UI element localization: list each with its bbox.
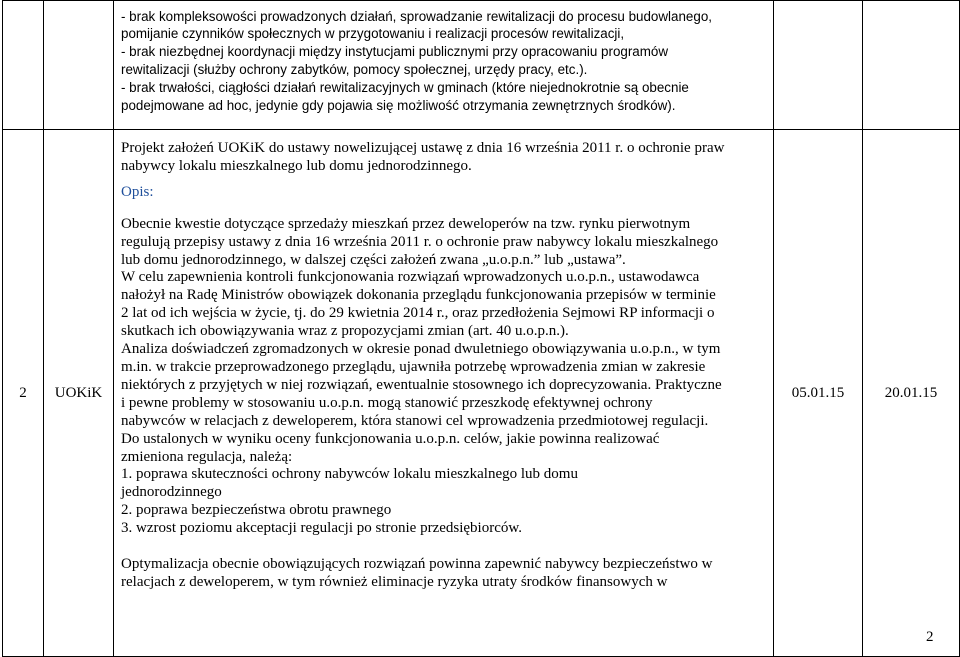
rewitalizacja-issues bbox=[114, 5, 773, 126]
text-line: pomijanie czynników społecznych w przygotowaniu i realizacji procesów rewitalizacji, bbox=[121, 26, 625, 42]
text-line: podejmowane ad hoc, jedynie gdy pojawia się możliwość otrzymania zewnętrznych środków). bbox=[121, 97, 676, 113]
cell-org bbox=[44, 1, 114, 130]
cell-content bbox=[114, 1, 774, 130]
text-line: 2. poprawa bezpieczeństwa obrotu prawnego bbox=[121, 502, 392, 519]
text-line: W celu zapewnienia kontroli funkcjonowania rozwiązań wprowadzonych u.o.p.n., ustawodawca bbox=[121, 269, 700, 286]
text-line: Obecnie kwestie dotyczące sprzedaży mieszkań przez deweloperów na tzw. rynku pierwotnym bbox=[121, 215, 691, 232]
cell-number bbox=[3, 1, 44, 130]
cell-content bbox=[114, 130, 774, 657]
text-line: i pewne problemy w stosowaniu u.o.p.n. mogą stanowić przeszkodę efektywnej ochrony bbox=[121, 394, 653, 411]
text-line: skutkach ich obowiązywania wraz z propozycjami zmian (art. 40 u.o.p.n.). bbox=[121, 323, 569, 340]
table-row bbox=[3, 1, 960, 130]
opis-label: Opis: bbox=[121, 183, 154, 200]
text-line: rewitalizacji (służby ochrony zabytków, pomocy społecznej, urzędy pracy, etc.). bbox=[121, 62, 588, 77]
text-line: nabywców w relacjach z deweloperem, która stanowi cel wprowadzenia przedmiotowej regulacji. bbox=[121, 412, 709, 429]
text-line: m.in. w trakcie przeprowadzonego przeglądu, ujawniła potrzebę wprowadzenia zmian w zakresie bbox=[121, 358, 706, 375]
text-line: - brak niezbędnej koordynacji między instytucjami publicznymi przy opracowaniu programów bbox=[121, 44, 669, 60]
page-number: 2 bbox=[926, 629, 934, 645]
table-row bbox=[3, 130, 960, 657]
text-line: nałożył na Radę Ministrów obowiązek dokonania przeglądu funkcjonowania przepisów w terminie bbox=[121, 287, 716, 304]
text-line: 3. wzrost poziomu akceptacji regulacji po stronie przedsiębiorców. bbox=[121, 520, 522, 537]
text-line: Optymalizacja obecnie obowiązujących rozwiązań powinna zapewnić nabywcy bezpieczeństwo w bbox=[121, 556, 713, 573]
cell-date-2 bbox=[863, 1, 960, 130]
text-line: Do ustalonych w wyniku oceny funkcjonowania u.o.p.n. celów, jakie powinna realizować bbox=[121, 430, 660, 447]
consultation-table bbox=[2, 0, 960, 657]
text-line: 1. poprawa skuteczności ochrony nabywców lokalu mieszkalnego lub domu bbox=[121, 466, 578, 483]
description-body bbox=[121, 216, 767, 538]
text-line: niektórych z przyjętych w niej rozwiązań, ewentualnie stosownego ich doprecyzowania. Praktyczne bbox=[121, 376, 722, 393]
text-line: zmieniona regulacja, należą: bbox=[121, 448, 293, 465]
text-line: - brak trwałości, ciągłości działań rewitalizacyjnych w gminach (które niejednokrotnie są obecnie bbox=[121, 79, 689, 95]
project-title: Projekt założeń UOKiK do ustawy nowelizującej ustawę z dnia 16 września 2011 r. o ochronie praw nabywcy lokalu mieszkalnego lub domu jednorodzinnego. bbox=[121, 140, 725, 174]
date-deadline: 20.01.15 bbox=[863, 130, 960, 657]
text-line: jednorodzinnego bbox=[121, 484, 222, 501]
organization: UOKiK bbox=[44, 130, 114, 657]
date-received: 05.01.15 bbox=[774, 130, 863, 657]
text-line: Analiza doświadczeń zgromadzonych w okresie ponad dwuletniego obowiązywania u.o.p.n., w tym bbox=[121, 341, 721, 358]
text-line: regulują przepisy ustawy z dnia 16 września 2011 r. o ochronie praw nabywcy lokalu mieszkalnego bbox=[121, 233, 719, 250]
cell-date-1 bbox=[774, 1, 863, 130]
text-line: 2 lat od ich wejścia w życie, tj. do 29 kwietnia 2014 r., oraz przedłożenia Sejmowi RP informacji o bbox=[121, 305, 715, 322]
project-block bbox=[114, 130, 773, 592]
text-line: lub domu jednorodzinnego, w dalszej części założeń zwana „u.o.p.n.” lub „ustawa”. bbox=[121, 251, 626, 268]
text-line: - brak kompleksowości prowadzonych działań, sprowadzanie rewitalizacji do procesu budowlanego, bbox=[121, 8, 712, 24]
text-line: relacjach z deweloperem, w tym również eliminacje ryzyka utraty środków finansowych w bbox=[121, 573, 668, 590]
row-number: 2 bbox=[3, 130, 44, 657]
optimization-paragraph bbox=[121, 556, 767, 592]
